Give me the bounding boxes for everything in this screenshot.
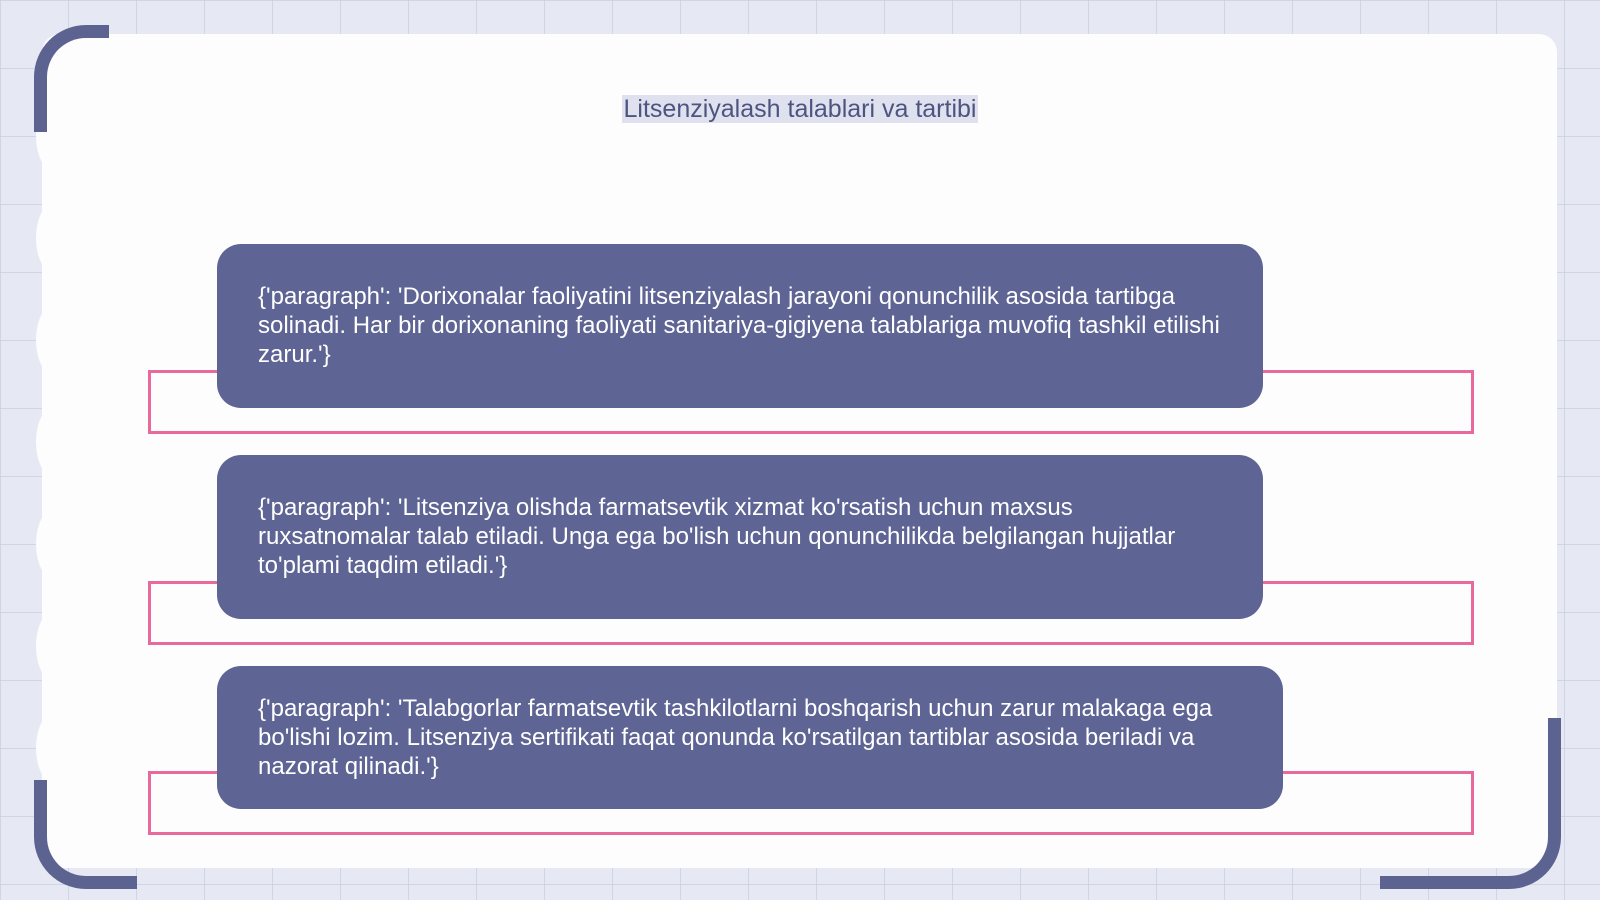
content-box-2 bbox=[217, 455, 1263, 619]
scallop-edge bbox=[36, 304, 74, 376]
scallop-edge bbox=[36, 508, 74, 580]
content-box-1 bbox=[217, 244, 1263, 408]
paragraph-text: {'paragraph': 'Litsenziya olishda farmatsevtik xizmat ko'rsatish uchun maxsus ruxsatnomalar talab etiladi. Unga ega bo'lish uchun qonunchilikda belgilangan hujjatlar to'plami taqdim etiladi.'} bbox=[258, 494, 1176, 579]
scallop-edge bbox=[36, 406, 74, 478]
content-box-3 bbox=[217, 666, 1283, 809]
paragraph-text: {'paragraph': 'Talabgorlar farmatsevtik tashkilotlarni boshqarish uchun zarur malakaga ega bo'lishi lozim. Litsenziya sertifikati faqat qonunda ko'rsatilgan tartiblar asosida beriladi va nazorat qilinadi.'} bbox=[258, 695, 1213, 780]
paragraph-text: {'paragraph': 'Dorixonalar faoliyatini litsenziyalash jarayoni qonunchilik asosida tartibga solinadi. Har bir dorixonaning faoliyati sanitariya-gigiyena talablariga muvofiq tashkil etilishi zarur.'} bbox=[258, 283, 1220, 368]
scallop-edge bbox=[36, 610, 74, 682]
slide-title-text: Litsenziyalash talablari va tartibi bbox=[623, 95, 977, 123]
corner-bracket-bottom-left bbox=[34, 780, 137, 889]
scallop-edge bbox=[36, 202, 74, 274]
scallop-edge bbox=[36, 712, 74, 784]
slide-title bbox=[0, 95, 1600, 124]
